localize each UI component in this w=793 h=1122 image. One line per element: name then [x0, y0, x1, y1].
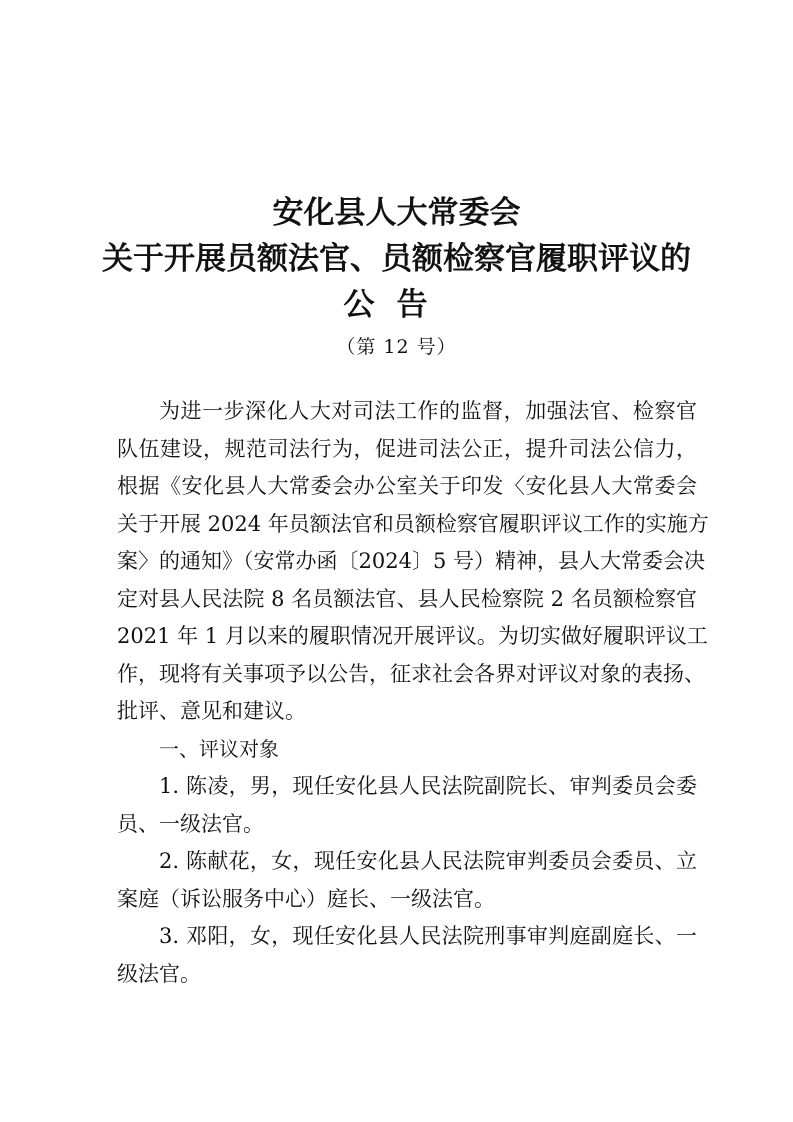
- intro-line: 批评、意见和建议。: [117, 699, 306, 723]
- title-line-1: 安化县人大常委会: [272, 195, 521, 231]
- intro-line: 为进一步深化人大对司法工作的监督，加强法官、检察官: [159, 399, 697, 423]
- intro-line: 2021 年 1 月以来的履职情况开展评议。为切实做好履职评议工: [117, 624, 708, 648]
- intro-line: 作，现将有关事项予以公告，征求社会各界对评议对象的表扬、: [117, 661, 705, 686]
- list-item-line: 案庭（诉讼服务中心）庭长、一级法官。: [117, 886, 495, 911]
- intro-line: 队伍建设，规范司法行为，促进司法公正，提升司法公信力，: [117, 436, 697, 461]
- document-number: （第 12 号）: [336, 336, 457, 358]
- document-body: [117, 393, 709, 993]
- section-heading-evaluation-targets: 一、评议对象: [159, 736, 279, 761]
- list-item-line: 级法官。: [117, 961, 201, 986]
- title-block: [0, 190, 793, 362]
- title-line-3: 公告: [343, 287, 450, 323]
- list-item-line: 员、一级法官。: [117, 811, 264, 836]
- intro-line: 案〉的通知》（安常办函〔2024〕5 号）精神，县人大常委会决: [117, 549, 705, 573]
- list-item-line: 2. 陈献花，女，现任安化县人民法院审判委员会委员、立: [159, 849, 697, 873]
- list-item-line: 3. 邓阳，女，现任安化县人民法院刑事审判庭副庭长、一: [159, 924, 697, 948]
- title-line-2: 关于开展员额法官、员额检察官履职评议的: [102, 241, 691, 277]
- intro-line: 根据《安化县人大常委会办公室关于印发〈安化县人大常委会: [117, 474, 697, 498]
- intro-line: 定对县人民法院 8 名员额法官、县人民检察院 2 名员额检察官: [117, 586, 697, 611]
- list-item-line: 1. 陈凌，男，现任安化县人民法院副院长、审判委员会委: [159, 774, 697, 798]
- intro-line: 关于开展 2024 年员额法官和员额检察官履职评议工作的实施方: [117, 511, 709, 536]
